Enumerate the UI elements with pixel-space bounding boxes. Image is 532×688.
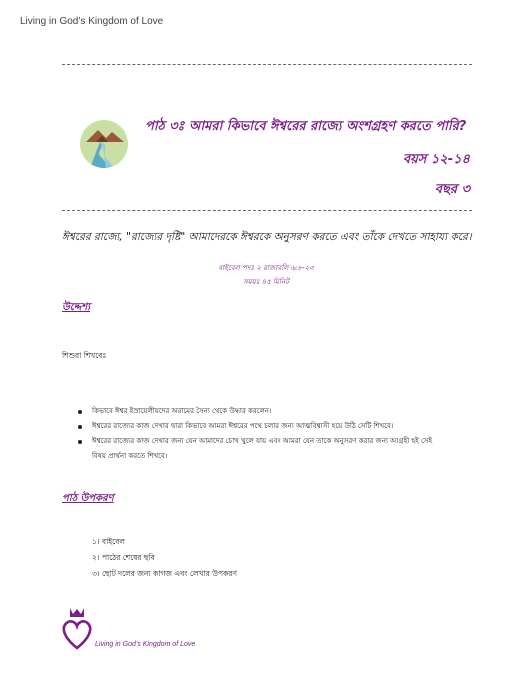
material-item: ২। পাঠের শেষের ছবি [92,553,155,562]
bullet-icon [78,410,82,414]
lesson-theme: ঈশ্বরের রাজ্যে, "রাজ্যের দৃষ্টি" আমাদেরকে ঈশ্বরকে অনুসরণ করতে এবং তাঁকে দেখতে সাহায্য করে। [62,231,472,243]
bible-passage: বাইবেল পদঃ ২ রাজাবলি ৬:৮-২৩ [218,264,314,272]
material-item: ৩। ছোট দলের জন্য কাগজ এবং লেখার উপকরণ [92,569,237,578]
title-divider [62,210,472,211]
heart-crown-icon [60,606,94,650]
material-item: ১। বাইবেল [92,537,125,546]
document-header-title: Living in God’s Kingdom of Love [20,16,164,27]
objectives-heading: উদ্দেশ্য [62,302,91,313]
lesson-duration: সময়ঃ ৪৫ মিনিট [243,278,289,286]
materials-heading: পাঠ উপকরণ [62,493,114,504]
lesson-title: পাঠ ৩ঃ আমরা কিভাবে ঈশ্বরের রাজ্যে অংশগ্রহণ করতে পারি? [145,119,467,134]
objectives-list [78,404,478,464]
materials-list [92,534,237,582]
objective-item-continued: বিষয় প্রার্থনা করতে শিখবে। [92,452,168,460]
objectives-intro: শিশুরা শিখবেঃ [62,351,107,360]
objective-item: কিভাবে ঈশ্বর ইস্রায়েলীয়দের অরামের সৈন্য থেকে উদ্ধার করলেন। [78,404,478,419]
footer-text: Living in God’s Kingdom of Love [95,641,196,648]
lesson-logo-icon [80,120,128,168]
year-label: বছর ৩ [434,182,470,197]
bullet-icon [78,440,82,444]
bullet-icon [78,425,82,429]
top-divider [62,64,472,65]
age-range: বয়স ১২-১৪ [402,152,470,167]
objective-item: ঈশ্বরের রাজ্যের কাজ দেখার দ্বারা কিভাবে আমরা ঈশ্বরের পথে চলার জন্য আত্মবিশ্বাসী হয়ে উঠি সেটি শিখবে। [78,419,478,434]
objective-item: ঈশ্বরের রাজ্যের কাজ দেখার জন্য যেন আমাদের চোখ খুলে যায় এবং আমরা যেন তাকে অনুসরণ করার জন্য আগ্রহী হই সেই [78,434,478,449]
